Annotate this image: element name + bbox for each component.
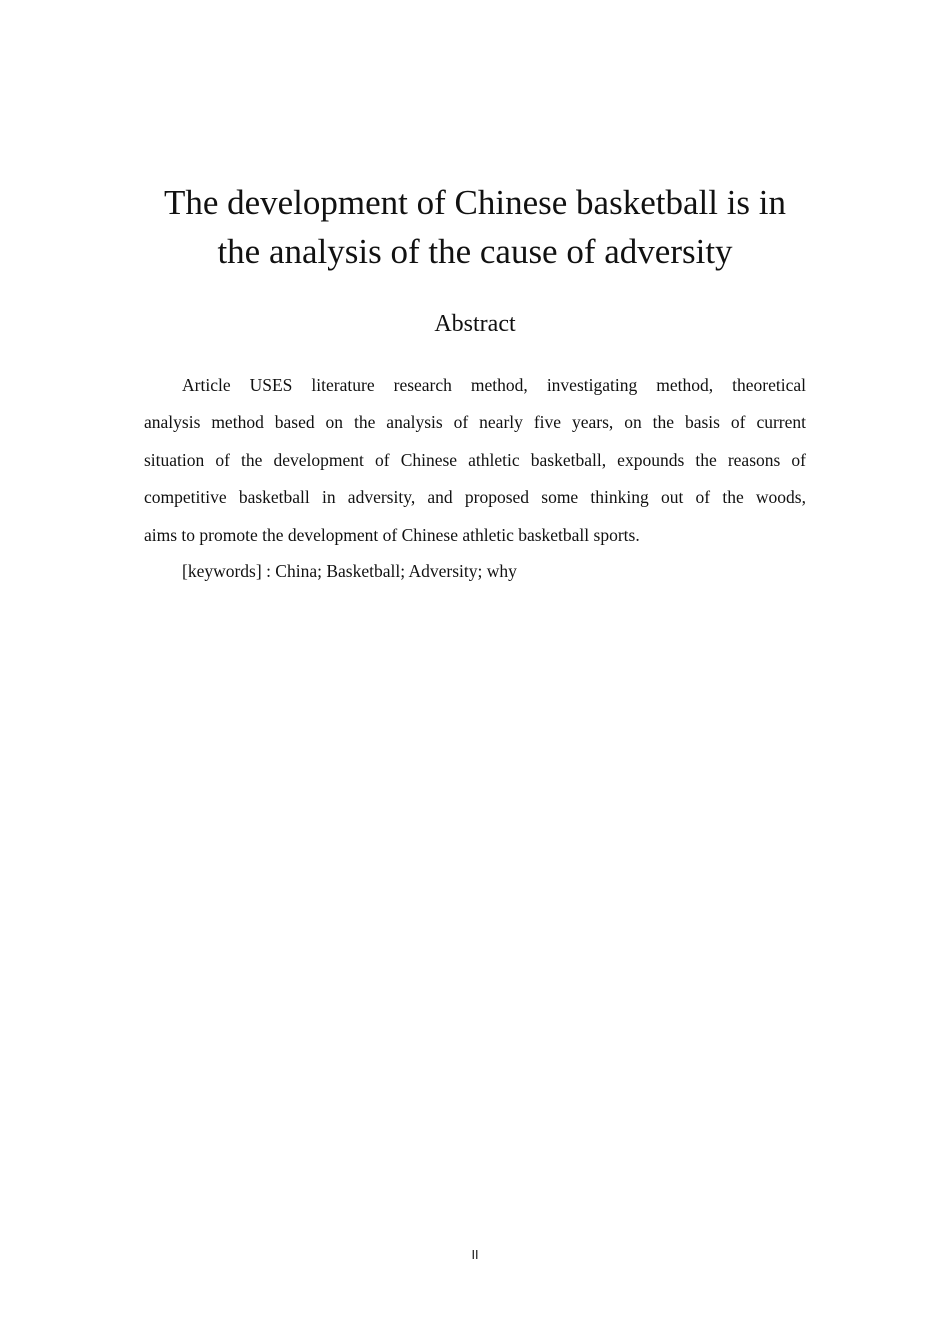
abstract-heading: Abstract xyxy=(434,311,516,337)
abstract-paragraph xyxy=(144,367,806,554)
abstract-line: situation of the development of Chinese athletic basketball, expounds the reasons of xyxy=(144,449,806,470)
abstract-line: analysis method based on the analysis of nearly five years, on the basis of current xyxy=(144,412,806,433)
abstract-line: Article USES literature research method, investigating method, theoretical xyxy=(182,375,806,395)
abstract-line: competitive basketball in adversity, and proposed some thinking out of the woods, xyxy=(144,487,806,508)
paper-title xyxy=(120,178,830,276)
page-number: II xyxy=(471,1248,479,1262)
abstract-line: aims to promote the development of Chinese athletic basketball sports. xyxy=(144,524,640,545)
keywords-line: [keywords] : China; Basketball; Adversity; why xyxy=(182,561,517,581)
paper-title-line-2: the analysis of the cause of adversity xyxy=(217,232,733,271)
paper-title-line-1: The development of Chinese basketball is in xyxy=(163,183,787,222)
